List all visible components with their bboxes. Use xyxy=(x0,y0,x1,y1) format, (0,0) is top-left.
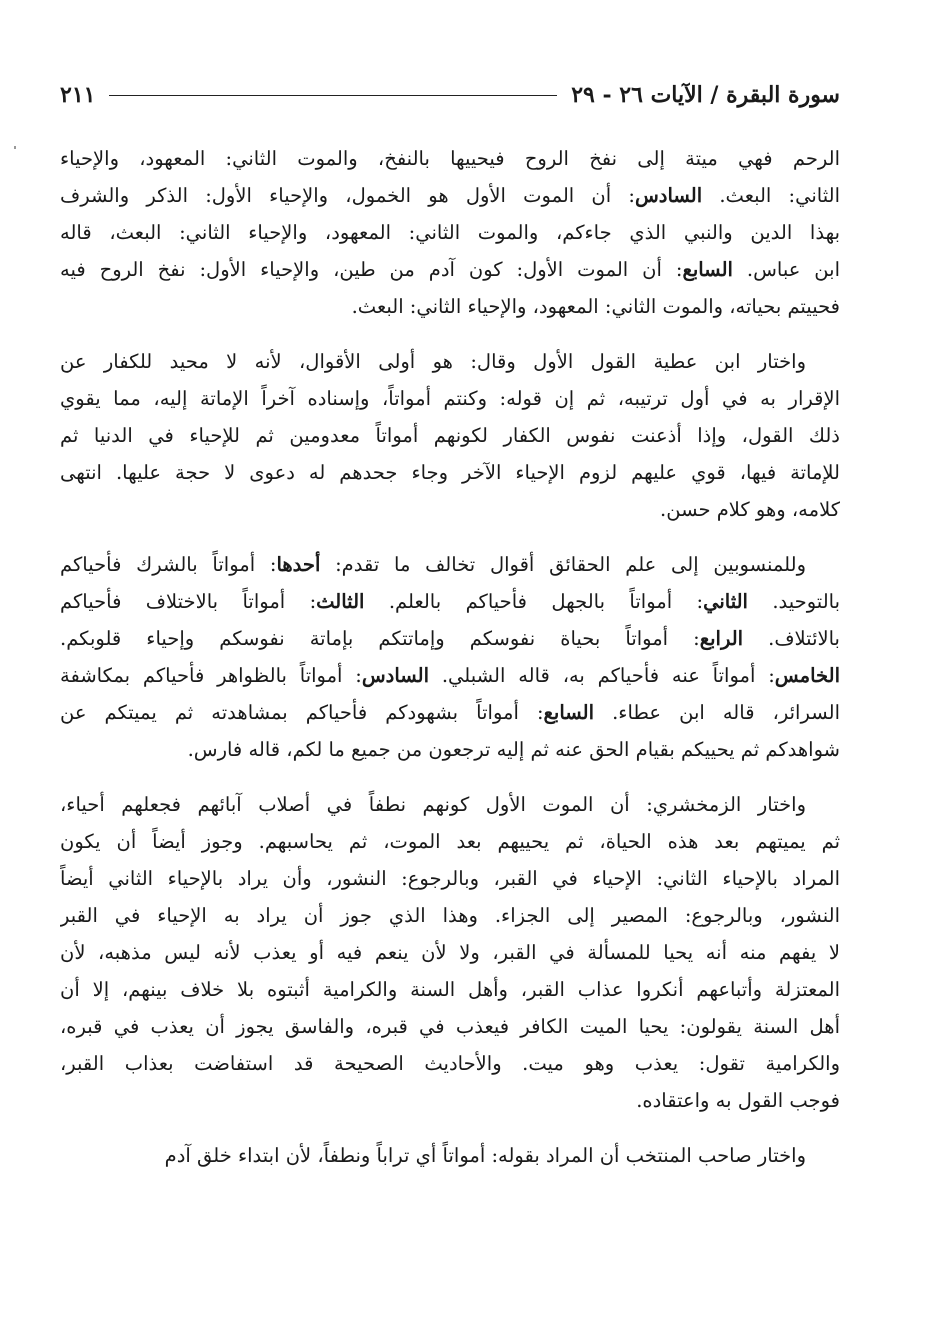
text-line: النشور، وبالرجوع: المصير إلى الجزاء. وهذا الذي جوز أن يراد به الإحياء في القبر xyxy=(60,904,840,927)
text-line: واختار صاحب المنتخب أن المراد بقوله: أمواتاً أي تراباً ونطفاً، لأن ابتداء خلق آدم xyxy=(164,1144,806,1167)
text-line: لا يفهم منه أنه يحيا للمسألة في القبر، ولا لأن ينعم فيه أو يعذب لأنه ليس مذهبه، لأن xyxy=(60,941,840,964)
text-line: أهل السنة يقولون: يحيا الميت الكافر فيعذب في قبره، والفاسق يجوز أن يعذب في قبره، xyxy=(60,1015,840,1038)
text-line: الثاني: البعث. السادس: أن الموت الأول هو الخمول، والإحياء الأول: الذكر والشرف xyxy=(60,184,840,207)
text-line: الإقرار به في أول ترتيبه، ثم إن قوله: وكنتم أمواتاً، وإسناده آخراً الإماتة إليه، مما يقوي xyxy=(60,387,840,410)
text-line: واختار ابن عطية القول الأول وقال: هو أولى الأقوال، لأنه لا محيد للكفار عن xyxy=(60,350,806,373)
text-line: شواهدكم ثم يحييكم بقيام الحق عنه ثم إليه ترجعون من جميع ما لكم، قاله فارس. xyxy=(187,738,840,761)
text-line: المراد بالإحياء الثاني: الإحياء في القبر، وبالرجوع: النشور، وأن يراد بالإحياء الثاني أيضاً xyxy=(60,867,840,890)
page-number: ٢١١ xyxy=(60,82,96,108)
text-line: واختار الزمخشري: أن الموت الأول كونهم نطفاً في أصلاب آبائهم فجعلهم أحياء، xyxy=(60,793,806,816)
body-text xyxy=(60,140,840,1192)
header-rule xyxy=(109,95,557,96)
paragraph xyxy=(60,140,840,325)
text-line: بالتوحيد. الثاني: أمواتاً بالجهل فأحياكم بالعلم. الثالث: أمواتاً بالاختلاف فأحياكم xyxy=(60,590,840,613)
text-line: ابن عباس. السابع: أن الموت الأول: كون آدم من طين، والإحياء الأول: نفخ الروح فيه xyxy=(60,258,840,281)
paragraph xyxy=(60,546,840,768)
text-line: فوجب القول به واعتقاده. xyxy=(636,1089,840,1112)
text-line: الرحم فهي ميتة إلى نفخ الروح فيحييها بالنفخ، والموت الثاني: المعهود، والإحياء xyxy=(60,147,840,170)
text-line: للإماتة فيها، قوي عليهم لزوم الإحياء الآخر وجاء جحدهم له دعوى لا حجة عليها. انتهى xyxy=(60,461,840,484)
text-line: الخامس: أمواتاً عنه فأحياكم به، قاله الشبلي. السادس: أمواتاً بالظواهر فأحياكم بمكاشفة xyxy=(60,664,840,687)
text-line: بالائتلاف. الرابع: أمواتاً بحياة نفوسكم وإماتتكم بإماتة نفوسكم وإحياء قلوبكم. xyxy=(60,627,840,650)
paragraph xyxy=(60,786,840,1119)
text-line: ذلك القول، وإذا أذعنت نفوس الكفار لكونهم أمواتاً معدومين ثم للإحياء في الدنيا ثم xyxy=(60,424,840,447)
text-line: وللمنسوبين إلى علم الحقائق أقوال تخالف ما تقدم: أحدها: أمواتاً بالشرك فأحياكم xyxy=(60,553,806,576)
text-line: بهذا الدين والنبي الذي جاءكم، والموت الثاني: المعهود، والإحياء الثاني: البعث، قاله xyxy=(60,221,840,244)
text-line: المعتزلة وأتباعهم أنكروا عذاب القبر، وأهل السنة والكرامية أثبتوه بلا خلاف بينهم، إلا أن xyxy=(60,978,840,1001)
running-header xyxy=(60,78,840,112)
text-line: السرائر، قاله ابن عطاء. السابع: أمواتاً بشهودكم فأحياكم بمشاهدته ثم يميتكم عن xyxy=(60,701,840,724)
text-line: فحييتم بحياته، والموت الثاني: المعهود، والإحياء الثاني: البعث. xyxy=(351,295,840,318)
text-line: كلامه، وهو كلام حسن. xyxy=(660,498,840,521)
header-title: سورة البقرة / الآيات ٢٦ - ٢٩ xyxy=(571,82,840,108)
margin-mark xyxy=(14,146,16,149)
paragraph xyxy=(60,343,840,528)
text-line: ثم يميتهم بعد هذه الحياة، ثم يحييهم بعد الموت، ثم يحاسبهم. وجوز أيضاً أن يكون xyxy=(60,830,840,853)
text-line: والكرامية تقول: يعذب وهو ميت. والأحاديث الصحيحة قد استفاضت بعذاب القبر، xyxy=(60,1052,840,1075)
paragraph xyxy=(60,1137,840,1174)
